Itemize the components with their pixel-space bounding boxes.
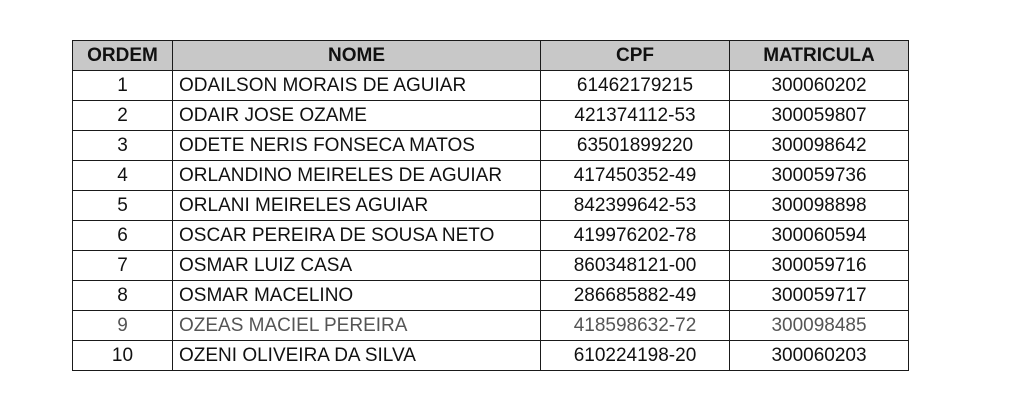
cell-cpf: 421374112-53 — [541, 101, 730, 131]
cell-cpf: 61462179215 — [541, 71, 730, 101]
cell-nome: OSMAR LUIZ CASA — [173, 251, 541, 281]
cell-ordem: 8 — [73, 281, 173, 311]
table-row — [73, 341, 909, 371]
cell-nome: OZEAS MACIEL PEREIRA — [173, 311, 541, 341]
cell-nome: OSCAR PEREIRA DE SOUSA NETO — [173, 221, 541, 251]
header-cpf: CPF — [541, 41, 730, 71]
table-row — [73, 161, 909, 191]
cell-ordem: 4 — [73, 161, 173, 191]
cell-matricula: 300098898 — [730, 191, 909, 221]
cell-nome: OZENI OLIVEIRA DA SILVA — [173, 341, 541, 371]
cell-cpf: 860348121-00 — [541, 251, 730, 281]
cell-matricula: 300060594 — [730, 221, 909, 251]
cell-cpf: 417450352-49 — [541, 161, 730, 191]
cell-ordem: 7 — [73, 251, 173, 281]
cell-ordem: 5 — [73, 191, 173, 221]
table-body — [73, 71, 909, 371]
cell-matricula: 300098485 — [730, 311, 909, 341]
header-ordem: ORDEM — [73, 41, 173, 71]
cell-matricula: 300059736 — [730, 161, 909, 191]
cell-nome: ODETE NERIS FONSECA MATOS — [173, 131, 541, 161]
roster-table — [72, 40, 909, 371]
cell-nome: ODAIR JOSE OZAME — [173, 101, 541, 131]
table-row — [73, 191, 909, 221]
table-row — [73, 131, 909, 161]
table-row — [73, 251, 909, 281]
table-row — [73, 281, 909, 311]
cell-ordem: 6 — [73, 221, 173, 251]
cell-ordem: 9 — [73, 311, 173, 341]
cell-cpf: 610224198-20 — [541, 341, 730, 371]
header-row — [73, 41, 909, 71]
cell-matricula: 300059807 — [730, 101, 909, 131]
cell-cpf: 63501899220 — [541, 131, 730, 161]
cell-nome: OSMAR MACELINO — [173, 281, 541, 311]
cell-cpf: 418598632-72 — [541, 311, 730, 341]
cell-matricula: 300059716 — [730, 251, 909, 281]
cell-nome: ORLANI MEIRELES AGUIAR — [173, 191, 541, 221]
cell-matricula: 300060202 — [730, 71, 909, 101]
cell-ordem: 10 — [73, 341, 173, 371]
cell-ordem: 3 — [73, 131, 173, 161]
table-header — [73, 41, 909, 71]
table-row — [73, 221, 909, 251]
header-matricula: MATRICULA — [730, 41, 909, 71]
table-row — [73, 311, 909, 341]
table-row — [73, 101, 909, 131]
cell-ordem: 1 — [73, 71, 173, 101]
cell-matricula: 300098642 — [730, 131, 909, 161]
cell-matricula: 300059717 — [730, 281, 909, 311]
header-nome: NOME — [173, 41, 541, 71]
cell-cpf: 286685882-49 — [541, 281, 730, 311]
cell-nome: ORLANDINO MEIRELES DE AGUIAR — [173, 161, 541, 191]
table-row — [73, 71, 909, 101]
cell-cpf: 842399642-53 — [541, 191, 730, 221]
cell-ordem: 2 — [73, 101, 173, 131]
cell-nome: ODAILSON MORAIS DE AGUIAR — [173, 71, 541, 101]
cell-cpf: 419976202-78 — [541, 221, 730, 251]
cell-matricula: 300060203 — [730, 341, 909, 371]
